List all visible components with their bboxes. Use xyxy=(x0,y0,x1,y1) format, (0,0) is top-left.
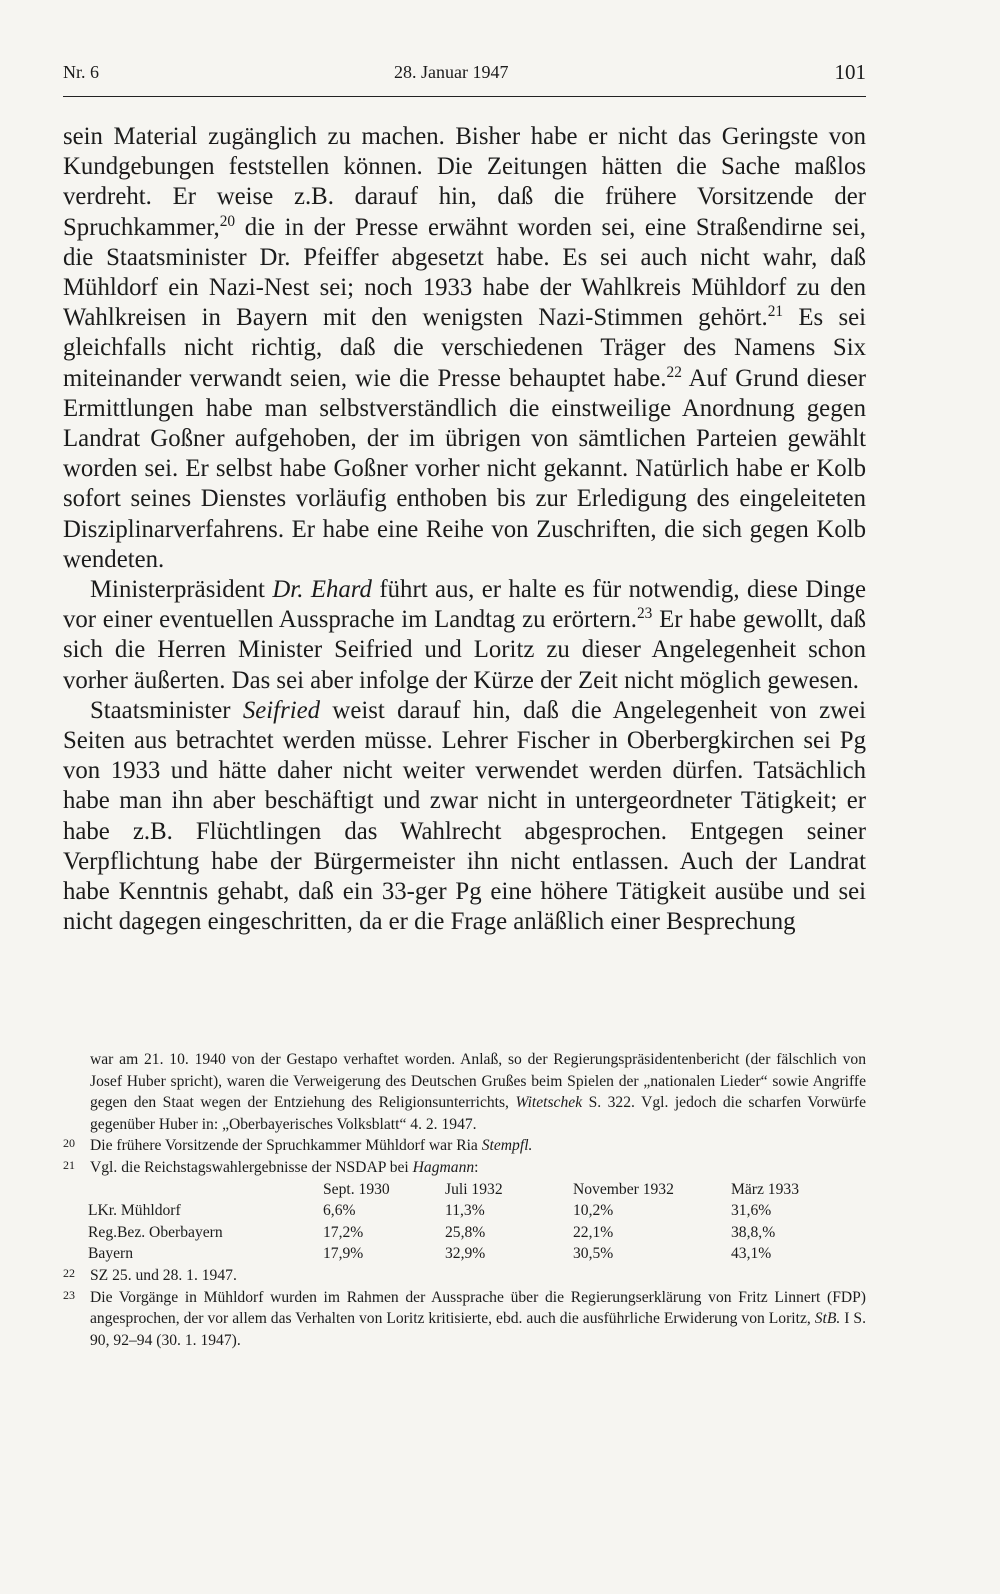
table-row xyxy=(88,1243,833,1265)
text-run: : xyxy=(474,1158,479,1176)
table-cell: 30,5% xyxy=(573,1245,614,1263)
footnote-number: 20 xyxy=(63,1136,75,1151)
footnote-continuation xyxy=(63,1049,866,1135)
text-run: führt aus, er halte es für notwendig, diese Dinge vor einer eventuellen Aussprache im Landtag zu erörtern. xyxy=(63,576,866,634)
text-run: Staatsminister xyxy=(90,696,243,724)
main-text xyxy=(63,122,866,937)
running-header xyxy=(63,62,866,90)
table-cell: 11,3% xyxy=(445,1202,485,1220)
text-run: sein Material zugänglich zu machen. Bisher habe er nicht das Geringste von Kundgebungen feststellen können. Die Zeitungen hätten die Sache maßlos verdreht. Er weise z.B. darauf hin, daß die frühere Vorsitzende der Spruchkammer, xyxy=(63,123,866,241)
table-cell: 32,9% xyxy=(445,1245,486,1263)
text-run: Ministerpräsident xyxy=(90,576,273,604)
footnote-number: 21 xyxy=(63,1157,75,1172)
header-rule xyxy=(63,96,866,97)
table-cell: Bayern xyxy=(88,1245,134,1263)
table-header-cell: November 1932 xyxy=(573,1180,674,1198)
footnote-number: 22 xyxy=(63,1265,75,1280)
text-run: SZ 25. und 28. 1. 1947. xyxy=(90,1266,237,1284)
cited-name: Stempfl. xyxy=(481,1137,533,1155)
table-cell: 10,2% xyxy=(573,1202,614,1220)
table-cell: 38,8,% xyxy=(731,1223,776,1241)
cited-author: Witetschek xyxy=(515,1094,583,1112)
election-results-table xyxy=(88,1179,833,1265)
text-run: Die frühere Vorsitzende der Spruchkammer Mühldorf war Ria xyxy=(90,1137,482,1155)
text-run: Vgl. die Reichstagswahlergebnisse der NSDAP bei xyxy=(90,1158,413,1176)
table-cell: LKr. Mühldorf xyxy=(88,1202,181,1220)
table-cell: Reg.Bez. Oberbayern xyxy=(88,1223,223,1241)
table-header-row xyxy=(88,1179,833,1201)
footnote-22 xyxy=(63,1265,866,1287)
text-run: war am 21. 10. 1940 von der Gestapo verhaftet worden. Anlaß, so der Regierungspräsidentenbericht (der fälschlich von Josef Huber spricht), waren die Verweigerung des Deutschen Grußes beim Spielen der „nationalen Lieder“ sowie Angriffe gegen den Staat wegen der Entziehung des Religionsunterrichts, xyxy=(90,1051,866,1112)
footnote-number: 23 xyxy=(63,1287,75,1302)
paragraph xyxy=(63,696,866,938)
table-cell: 31,6% xyxy=(731,1202,772,1220)
table-header-cell: Juli 1932 xyxy=(445,1180,503,1198)
paragraph xyxy=(63,575,866,696)
page-number: 101 xyxy=(834,60,866,84)
text-run: die in der Presse erwähnt worden sei, eine Straßendirne sei, die Staatsminister Dr. Pfeiffer abgesetzt habe. Es sei auch nicht wahr, daß Mühldorf ein Nazi-Nest sei; noch 1933 habe der Wahlkreis Mühldorf zu den Wahlkreisen in Bayern mit den wenigsten Nazi-Stimmen gehört. xyxy=(63,213,866,332)
text-run: Die Vorgänge in Mühldorf wurden im Rahmen der Aussprache über die Regierungserklärung von Fritz Linnert (FDP) angesprochen, der vor allem das Verhalten von Loritz kritisierte, ebd. auch die ausführliche Erwiderung von Loritz, xyxy=(90,1288,866,1328)
text-run: Es sei gleichfalls nicht richtig, daß die verschiedenen Träger des Namens Six miteinander verwandt seien, wie die Presse behauptet habe. xyxy=(63,304,866,392)
footnotes xyxy=(63,1049,866,1351)
text-run: I S. 90, 92–94 (30. 1. 1947). xyxy=(90,1310,867,1349)
speaker-name: Seifried xyxy=(242,696,321,724)
footnote-23 xyxy=(63,1287,866,1352)
speaker-name: Dr. Ehard xyxy=(272,576,372,604)
header-date: 28. Januar 1947 xyxy=(394,62,509,82)
text-run: Auf Grund dieser Ermittlungen habe man selbstverständlich die einstweilige Anordnung gegen Landrat Goßner aufgehoben, der im übrigen von sämtlichen Parteien gewählt worden sei. Er selbst habe Goßner vorher nicht gekannt. Natürlich habe er Kolb sofort seines Dienstes vorläufig enthoben bis zur Erledigung des eingeleiteten Disziplinarverfahrens. Er habe eine Reihe von Zuschriften, die sich gegen Kolb wendeten. xyxy=(63,364,866,573)
table-row xyxy=(88,1200,833,1222)
table-cell: 25,8% xyxy=(445,1223,486,1241)
table-cell: 22,1% xyxy=(573,1223,614,1241)
footnote-ref[interactable]: 20 xyxy=(219,212,236,230)
table-header-cell: März 1933 xyxy=(731,1180,799,1198)
table-header-cell: Sept. 1930 xyxy=(323,1180,390,1198)
table-cell: 17,2% xyxy=(323,1223,364,1241)
footnote-21 xyxy=(63,1157,866,1179)
table-header-cell xyxy=(88,1179,323,1201)
table-row xyxy=(88,1222,833,1244)
text-run: S. 322. Vgl. jedoch die scharfen Vorwürfe gegenüber Huber in: „Oberbayerisches Volksblatt“ 4. 2. 1947. xyxy=(90,1094,866,1133)
footnote-ref[interactable]: 22 xyxy=(666,363,682,381)
footnote-ref[interactable]: 23 xyxy=(637,605,653,623)
table-cell: 17,9% xyxy=(323,1245,364,1263)
table-cell: 43,1% xyxy=(731,1245,772,1263)
footnote-ref[interactable]: 21 xyxy=(767,303,784,320)
issue-number: Nr. 6 xyxy=(63,62,99,82)
cited-author: Hagmann xyxy=(412,1158,475,1176)
table-cell: 6,6% xyxy=(323,1202,356,1220)
text-run: weist darauf hin, daß die Angelegenheit von zwei Seiten aus betrachtet werden müsse. Lehrer Fischer in Oberbergkirchen sei Pg von 1933 und hätte daher nicht weiter verwendet werden dürfen. Tatsächlich habe man ihn aber beschäftigt und zwar nicht in untergeordneter Tätigkeit; er habe z.B. Flüchtlingen das Wahlrecht abgesprochen. Entgegen seiner Verpflichtung habe der Bürgermeister ihn nicht entlassen. Auch der Landrat habe Kenntnis gehabt, daß ein 33-ger Pg eine höhere Tätigkeit ausübe und sei nicht dagegen eingeschritten, da er die Frage anläßlich einer Besprechung xyxy=(63,696,866,936)
cited-source: StB. xyxy=(814,1310,841,1328)
footnote-20 xyxy=(63,1135,866,1157)
text-run: Er habe gewollt, daß sich die Herren Minister Seifried und Loritz zu dieser Angelegenheit schon vorher äußerten. Das sei aber infolge der Kürze der Zeit nicht möglich gewesen. xyxy=(63,606,866,694)
paragraph xyxy=(63,122,866,575)
